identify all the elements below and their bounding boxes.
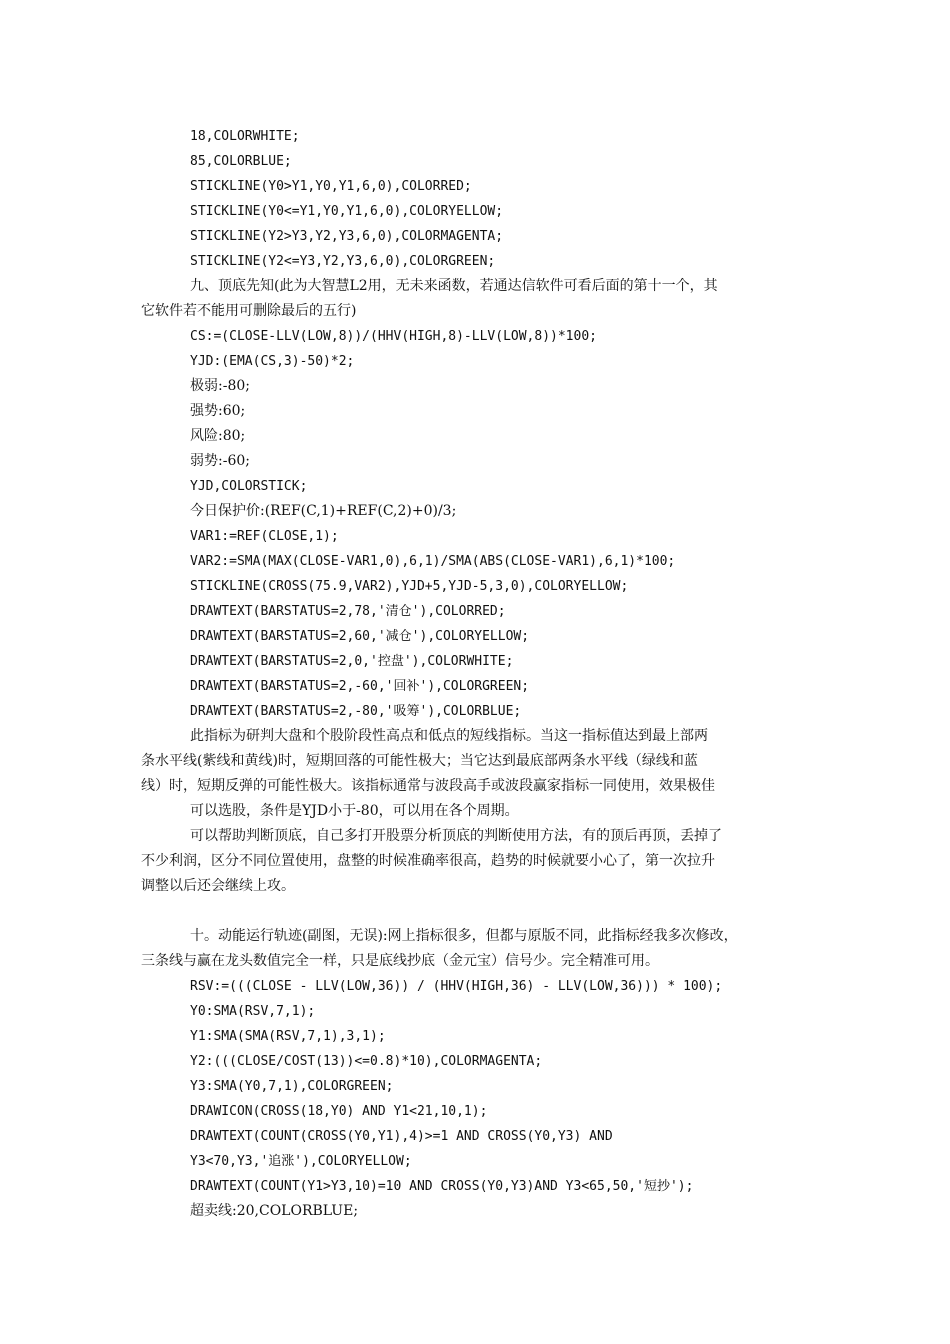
code-line: CS:=(CLOSE-LLV(LOW,8))/(HHV(HIGH,8)-LLV(LOW,8))*100; <box>190 329 597 344</box>
code-line: 85,COLORBLUE; <box>190 154 292 169</box>
text-line: 风险:80; <box>190 428 246 444</box>
code-line: VAR2:=SMA(MAX(CLOSE-VAR1,0),6,1)/SMA(ABS(CLOSE-VAR1),6,1)*100; <box>190 554 676 569</box>
text-line: 线）时，短期反弹的可能性极大。该指标通常与波段高手或波段赢家指标一同使用，效果极佳 <box>141 778 715 794</box>
text-line: 九、顶底先知(此为大智慧L2用，无未来函数，若通达信软件可看后面的第十一个，其 <box>190 278 718 294</box>
text-line: 弱势:-60; <box>190 453 250 469</box>
code-line: 18,COLORWHITE; <box>190 129 300 144</box>
text-line: 超卖线:20,COLORBLUE; <box>190 1203 359 1219</box>
text-line: 它软件若不能用可删除最后的五行) <box>141 303 357 319</box>
text-line: 可以选股，条件是YJD小于-80，可以用在各个周期。 <box>190 803 519 819</box>
code-line: Y1:SMA(SMA(RSV,7,1),3,1); <box>190 1029 386 1044</box>
text-line: 极弱:-80; <box>190 378 250 394</box>
code-line: Y3<70,Y3,'追涨'),COLORYELLOW; <box>190 1154 412 1169</box>
code-line: Y3:SMA(Y0,7,1),COLORGREEN; <box>190 1079 394 1094</box>
code-line: DRAWTEXT(BARSTATUS=2,0,'控盘'),COLORWHITE; <box>190 654 514 669</box>
code-line: VAR1:=REF(CLOSE,1); <box>190 529 339 544</box>
code-line: STICKLINE(Y0>Y1,Y0,Y1,6,0),COLORRED; <box>190 179 472 194</box>
code-line: DRAWTEXT(COUNT(Y1>Y3,10)=10 AND CROSS(Y0,Y3)AND Y3<65,50,'短抄'); <box>190 1179 694 1194</box>
code-line: DRAWTEXT(BARSTATUS=2,78,'清仓'),COLORRED; <box>190 604 506 619</box>
document-body <box>141 124 821 1224</box>
code-line: Y2:(((CLOSE/COST(13))<=0.8)*10),COLORMAGENTA; <box>190 1054 543 1069</box>
code-line: DRAWICON(CROSS(18,Y0) AND Y1<21,10,1); <box>190 1104 488 1119</box>
code-line: STICKLINE(CROSS(75.9,VAR2),YJD+5,YJD-5,3,0),COLORYELLOW; <box>190 579 629 594</box>
code-line: DRAWTEXT(BARSTATUS=2,-80,'吸筹'),COLORBLUE; <box>190 704 522 719</box>
text-line: 今日保护价:(REF(C,1)+REF(C,2)+0)/3; <box>190 503 457 519</box>
code-line: YJD:(EMA(CS,3)-50)*2; <box>190 354 355 369</box>
text-line: 十。动能运行轨迹(副图，无误):网上指标很多，但都与原版不同，此指标经我多次修改， <box>190 928 738 944</box>
code-line: STICKLINE(Y0<=Y1,Y0,Y1,6,0),COLORYELLOW; <box>190 204 504 219</box>
code-line: YJD,COLORSTICK; <box>190 479 308 494</box>
text-line: 强势:60; <box>190 403 246 419</box>
code-line: DRAWTEXT(BARSTATUS=2,60,'减仓'),COLORYELLOW; <box>190 629 530 644</box>
code-line: RSV:=(((CLOSE - LLV(LOW,36)) / (HHV(HIGH,36) - LLV(LOW,36))) * 100); <box>190 979 723 994</box>
text-line: 三条线与赢在龙头数值完全一样，只是底线抄底（金元宝）信号少。完全精准可用。 <box>141 953 659 969</box>
text-line: 条水平线(紫线和黄线)时，短期回落的可能性极大；当它达到最底部两条水平线（绿线和蓝 <box>141 753 698 769</box>
code-line: STICKLINE(Y2<=Y3,Y2,Y3,6,0),COLORGREEN; <box>190 254 496 269</box>
text-line: 可以帮助判断顶底，自己多打开股票分析顶底的判断使用方法，有的顶后再顶，丢掉了 <box>190 828 722 844</box>
text-line: 不少利润，区分不同位置使用，盘整的时候准确率很高，趋势的时候就要小心了，第一次拉升 <box>141 853 715 869</box>
code-line: DRAWTEXT(COUNT(CROSS(Y0,Y1),4)>=1 AND CROSS(Y0,Y3) AND <box>190 1129 613 1144</box>
blank-line <box>141 899 821 924</box>
text-line: 此指标为研判大盘和个股阶段性高点和低点的短线指标。当这一指标值达到最上部两 <box>190 728 708 744</box>
code-line: Y0:SMA(RSV,7,1); <box>190 1004 316 1019</box>
code-line: STICKLINE(Y2>Y3,Y2,Y3,6,0),COLORMAGENTA; <box>190 229 504 244</box>
text-line: 调整以后还会继续上攻。 <box>141 878 295 894</box>
code-line: DRAWTEXT(BARSTATUS=2,-60,'回补'),COLORGREEN; <box>190 679 530 694</box>
